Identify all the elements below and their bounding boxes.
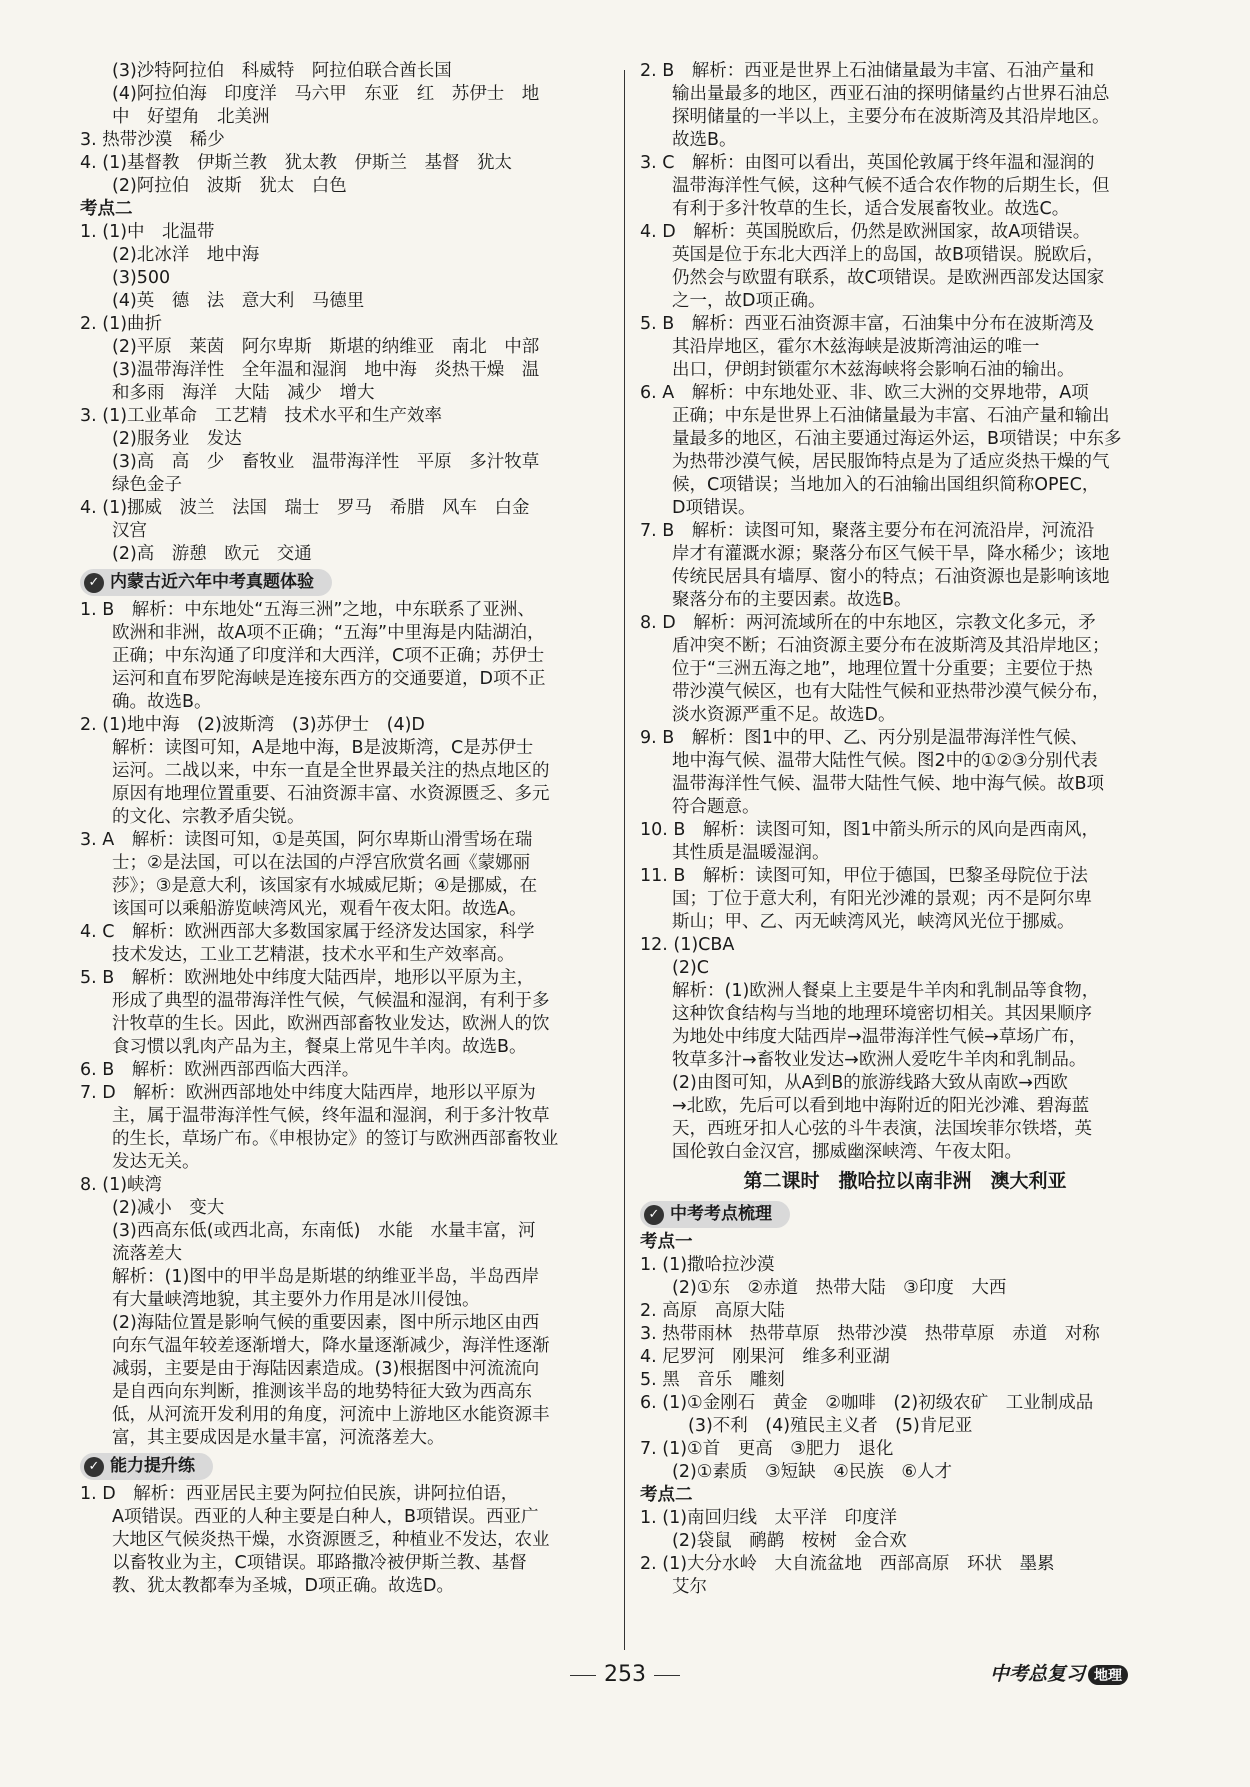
text-line: 3. A 解析：读图可知，①是英国，阿尔卑斯山滑雪场在瑞 [80, 830, 533, 850]
text-line: (3)500 [112, 268, 171, 288]
page-footer [0, 1655, 1250, 1695]
text-line: 温带海洋性气候、温带大陆性气候、地中海气候。故B项 [672, 774, 1105, 794]
text-line: 中 好望角 北美洲 [112, 107, 270, 127]
section-heading: 考点二 [80, 199, 133, 219]
subject-badge: 地理 [1088, 1665, 1128, 1685]
text-line: 大地区气候炎热干燥，水资源匮乏，种植业不发达，农业 [112, 1530, 550, 1550]
text-line: 欧洲和非洲，故A项不正确；“五海”中里海是内陆湖泊， [112, 623, 545, 643]
text-line: 解析：(1)欧洲人餐桌上主要是牛羊肉和乳制品等食物， [672, 981, 1100, 1001]
section-banner [640, 1198, 1170, 1231]
check-icon: ✓ [84, 573, 104, 593]
text-line: 发达无关。 [112, 1152, 200, 1172]
text-line: 绿色金子 [112, 475, 182, 495]
text-line: (2)服务业 发达 [112, 429, 242, 449]
text-line: 2. (1)大分水岭 大自流盆地 西部高原 环状 墨累 [640, 1554, 1055, 1574]
text-line: 牧草多汁→畜牧业发达→欧洲人爱吃牛羊肉和乳制品。 [672, 1050, 1087, 1070]
text-line: 淡水资源严重不足。故选D。 [672, 705, 896, 725]
text-line: 仍然会与欧盟有联系，故C项错误。是欧洲西部发达国家 [672, 268, 1105, 288]
text-line: 减弱，主要是由于海陆因素造成。(3)根据图中河流流向 [112, 1359, 540, 1379]
text-line: 形成了典型的温带海洋性气候，气候温和湿润，有利于多 [112, 991, 550, 1011]
text-line: (2)C [672, 958, 710, 978]
banner-box [640, 1201, 790, 1228]
text-line: (2)海陆位置是影响气候的重要因素，图中所示地区由西 [112, 1313, 540, 1333]
text-line: 原因有地理位置重要、石油资源丰富、水资源匮乏、多元 [112, 784, 550, 804]
text-line: 温带海洋性气候，这种气候不适合农作物的后期生长，但 [672, 176, 1110, 196]
brand-logo [990, 1659, 1128, 1686]
text-line: 富，其主要成因是水量丰富，河流落差大。 [112, 1428, 445, 1448]
text-line: (2)减小 变大 [112, 1198, 225, 1218]
text-line: 3. (1)工业革命 工艺精 技术水平和生产效率 [80, 406, 443, 426]
text-line: 向东气温年较差逐渐增大，降水量逐渐减少，海洋性逐渐 [112, 1336, 550, 1356]
text-line: 教、犹太教都奉为圣城，D项正确。故选D。 [112, 1576, 454, 1596]
section-banner [80, 566, 610, 599]
text-line: 3. 热带雨林 热带草原 热带沙漠 热带草原 赤道 对称 [640, 1324, 1100, 1344]
text-line: →北欧，先后可以看到地中海附近的阳光沙滩、碧海蓝 [672, 1096, 1090, 1116]
text-line: 4. C 解析：欧洲西部大多数国家属于经济发达国家，科学 [80, 922, 535, 942]
text-line: 斯山；甲、乙、丙无峡湾风光，峡湾风光位于挪威。 [672, 912, 1075, 932]
text-line: 11. B 解析：读图可知，甲位于德国，巴黎圣母院位于法 [640, 866, 1088, 886]
text-line: 正确；中东沟通了印度洋和大西洋，C项不正确；苏伊士 [112, 646, 545, 666]
text-line: 4. (1)基督教 伊斯兰教 犹太教 伊斯兰 基督 犹太 [80, 153, 513, 173]
text-line: 盾冲突不断；石油资源主要分布在波斯湾及其沿岸地区； [672, 636, 1110, 656]
text-line: 确。故选B。 [112, 692, 212, 712]
text-line: 7. D 解析：欧洲西部地处中纬度大陆西岸，地形以平原为 [80, 1083, 536, 1103]
text-line: 4. (1)挪威 波兰 法国 瑞士 罗马 希腊 风车 白金 [80, 498, 530, 518]
text-line: 低，从河流开发利用的角度，河流中上游地区水能资源丰 [112, 1405, 550, 1425]
banner-box [80, 569, 332, 596]
text-line: (3)高 高 少 畜牧业 温带海洋性 平原 多汁牧草 [112, 452, 540, 472]
text-line: (3)温带海洋性 全年温和湿润 地中海 炎热干燥 温 [112, 360, 540, 380]
page-number: 253 [560, 1655, 690, 1695]
text-line: 候，C项错误；当地加入的石油输出国组织简称OPEC， [672, 475, 1100, 495]
text-line: (4)阿拉伯海 印度洋 马六甲 东亚 红 苏伊士 地 [112, 84, 540, 104]
text-line: 7. (1)①首 更高 ③肥力 退化 [640, 1439, 894, 1459]
text-line: 的生长，草场广布。《申根协定》的签订与欧洲西部畜牧业 [112, 1129, 559, 1149]
text-line: (2)①素质 ③短缺 ④民族 ⑥人才 [672, 1462, 953, 1482]
text-line: 出口，伊朗封锁霍尔木兹海峡将会影响石油的输出。 [672, 360, 1075, 380]
text-line: 为地处中纬度大陆西岸→温带海洋性气候→草场广布， [672, 1027, 1087, 1047]
banner-box [80, 1453, 213, 1480]
text-line: 1. (1)中 北温带 [80, 222, 215, 242]
text-line: (3)不利 (4)殖民主义者 (5)肯尼亚 [688, 1416, 973, 1436]
text-line: (3)沙特阿拉伯 科威特 阿拉伯联合酋长国 [112, 61, 452, 81]
text-line: 2. (1)曲折 [80, 314, 163, 334]
text-line: 汁牧草的生长。因此，欧洲西部畜牧业发达，欧洲人的饮 [112, 1014, 550, 1034]
text-line: 其性质是温暖湿润。 [672, 843, 830, 863]
brand-name: 中考总复习 [990, 1663, 1086, 1685]
text-line: 艾尔 [672, 1577, 707, 1597]
text-line: 运河和直布罗陀海峡是连接东西方的交通要道，D项不正 [112, 669, 546, 689]
text-line: 流落差大 [112, 1244, 182, 1264]
text-line: 2. B 解析：西亚是世界上石油储量最为丰富、石油产量和 [640, 61, 1095, 81]
text-line: 探明储量的一半以上，主要分布在波斯湾及其沿岸地区。 [672, 107, 1110, 127]
check-icon: ✓ [84, 1457, 104, 1477]
right-column [640, 60, 1170, 1599]
text-line: 是自西向东判断，推测该半岛的地势特征大致为西高东 [112, 1382, 532, 1402]
text-line: 有大量峡湾地貌，其主要外力作用是冰川侵蚀。 [112, 1290, 480, 1310]
text-line: 岸才有灌溉水源；聚落分布区气候干旱，降水稀少；该地 [672, 544, 1110, 564]
text-line: (2)由图可知，从A到B的旅游线路大致从南欧→西欧 [672, 1073, 1068, 1093]
text-line: 聚落分布的主要因素。故选B。 [672, 590, 912, 610]
text-line: 5. B 解析：西亚石油资源丰富，石油集中分布在波斯湾及 [640, 314, 1095, 334]
text-line: 英国是位于东北大西洋上的岛国，故B项错误。脱欧后， [672, 245, 1105, 265]
text-line: 8. (1)峡湾 [80, 1175, 163, 1195]
text-line: 正确；中东是世界上石油储量最为丰富、石油产量和输出 [672, 406, 1110, 426]
text-line: 故选B。 [672, 130, 737, 150]
text-line: 6. A 解析：中东地处亚、非、欧三大洲的交界地带，A项 [640, 383, 1089, 403]
text-line: 10. B 解析：读图可知，图1中箭头所示的风向是西南风， [640, 820, 1100, 840]
text-line: 的文化、宗教矛盾尖锐。 [112, 807, 305, 827]
banner-title: 中考考点梳理 [670, 1204, 772, 1224]
text-line: 国；丁位于意大利，有阳光沙滩的景观；丙不是阿尔卑 [672, 889, 1092, 909]
text-line: 为热带沙漠气候，居民服饰特点是为了适应炎热干燥的气 [672, 452, 1110, 472]
text-line: (2)平原 莱茵 阿尔卑斯 斯堪的纳维亚 南北 中部 [112, 337, 540, 357]
text-line: 以畜牧业为主，C项错误。耶路撒冷被伊斯兰教、基督 [112, 1553, 527, 1573]
text-line: 2. (1)地中海 (2)波斯湾 (3)苏伊士 (4)D [80, 715, 425, 735]
text-line: 6. B 解析：欧洲西部西临大西洋。 [80, 1060, 360, 1080]
text-line: 莎》；③是意大利，该国家有水城威尼斯；④是挪威，在 [112, 876, 538, 896]
section-heading: 考点二 [640, 1485, 693, 1505]
text-line: 3. 热带沙漠 稀少 [80, 130, 225, 150]
text-line: 6. (1)①金刚石 黄金 ②咖啡 (2)初级农矿 工业制成品 [640, 1393, 1094, 1413]
text-line: 12. (1)CBA [640, 935, 735, 955]
text-line: 1. (1)南回归线 太平洋 印度洋 [640, 1508, 898, 1528]
lesson-title: 第二课时 撒哈拉以南非洲 澳大利亚 [743, 1170, 1067, 1192]
text-line: 士；②是法国，可以在法国的卢浮宫欣赏名画《蒙娜丽 [112, 853, 531, 873]
text-line: 天，西班牙扣人心弦的斗牛表演，法国埃菲尔铁塔，英 [672, 1119, 1092, 1139]
text-line: 传统民居具有墙厚、窗小的特点；石油资源也是影响该地 [672, 567, 1110, 587]
text-line: 3. C 解析：由图可以看出，英国伦敦属于终年温和湿润的 [640, 153, 1095, 173]
text-line: (2)北冰洋 地中海 [112, 245, 260, 265]
text-line: 7. B 解析：读图可知，聚落主要分布在河流沿岸，河流沿 [640, 521, 1095, 541]
text-line: (2)高 游憩 欧元 交通 [112, 544, 312, 564]
text-line: 位于“三洲五海之地”，地理位置十分重要；主要位于热 [672, 659, 1093, 679]
text-line: 地中海气候、温带大陆性气候。图2中的①②③分别代表 [672, 751, 1098, 771]
text-line: 之一，故D项正确。 [672, 291, 826, 311]
text-line: A项错误。西亚的人种主要是白种人，B项错误。西亚广 [112, 1507, 539, 1527]
text-line: (3)西高东低(或西北高，东南低) 水能 水量丰富，河 [112, 1221, 536, 1241]
column-divider [624, 70, 625, 1650]
text-line: 主，属于温带海洋性气候，终年温和湿润，利于多汁牧草 [112, 1106, 550, 1126]
text-line: 8. D 解析：两河流域所在的中东地区，宗教文化多元，矛 [640, 613, 1096, 633]
text-line: 量最多的地区，石油主要通过海运外运，B项错误；中东多 [672, 429, 1122, 449]
section-heading: 考点一 [640, 1232, 693, 1252]
text-line: 1. (1)撒哈拉沙漠 [640, 1255, 775, 1275]
text-line: 和多雨 海洋 大陆 减少 增大 [112, 383, 375, 403]
text-line: 技术发达，工业工艺精湛，技术水平和生产效率高。 [112, 945, 515, 965]
text-line: 9. B 解析：图1中的甲、乙、丙分别是温带海洋性气候、 [640, 728, 1088, 748]
text-line: 1. B 解析：中东地处“五海三洲”之地，中东联系了亚洲、 [80, 600, 535, 620]
text-line: 1. D 解析：西亚居民主要为阿拉伯民族，讲阿拉伯语， [80, 1484, 519, 1504]
text-line: (4)英 德 法 意大利 马德里 [112, 291, 365, 311]
text-line: (2)阿拉伯 波斯 犹太 白色 [112, 176, 347, 196]
text-line: 4. 尼罗河 刚果河 维多利亚湖 [640, 1347, 890, 1367]
text-line: 解析：读图可知，A是地中海，B是波斯湾，C是苏伊士 [112, 738, 534, 758]
text-line: 5. B 解析：欧洲地处中纬度大陆西岸，地形以平原为主， [80, 968, 535, 988]
text-line: 国伦敦白金汉宫，挪威幽深峡湾、午夜太阳。 [672, 1142, 1022, 1162]
text-line: D项错误。 [672, 498, 756, 518]
check-icon: ✓ [644, 1205, 664, 1225]
text-line: 符合题意。 [672, 797, 760, 817]
text-line: 这种饮食结构与当地的地理环境密切相关。其因果顺序 [672, 1004, 1092, 1024]
banner-title: 内蒙古近六年中考真题体验 [110, 572, 314, 592]
text-line: (2)①东 ②赤道 热带大陆 ③印度 大西 [672, 1278, 1007, 1298]
text-line: 其沿岸地区，霍尔木兹海峡是波斯湾油运的唯一 [672, 337, 1040, 357]
left-column [80, 60, 610, 1598]
text-line: 解析：(1)图中的甲半岛是斯堪的纳维亚半岛，半岛西岸 [112, 1267, 540, 1287]
text-line: (2)袋鼠 鸸鹋 桉树 金合欢 [672, 1531, 907, 1551]
text-line: 汉宫 [112, 521, 147, 541]
text-line: 该国可以乘船游览峡湾风光，观看午夜太阳。故选A。 [112, 899, 527, 919]
section-banner [80, 1450, 610, 1483]
text-line: 有利于多汁牧草的生长，适合发展畜牧业。故选C。 [672, 199, 1070, 219]
text-line: 5. 黑 音乐 雕刻 [640, 1370, 785, 1390]
banner-title: 能力提升练 [110, 1456, 195, 1476]
text-line: 输出量最多的地区，西亚石油的探明储量约占世界石油总 [672, 84, 1110, 104]
text-line: 带沙漠气候区，也有大陆性气候和亚热带沙漠气候分布， [672, 682, 1110, 702]
text-line: 运河。二战以来，中东一直是全世界最关注的热点地区的 [112, 761, 550, 781]
text-line: 4. D 解析：英国脱欧后，仍然是欧洲国家，故A项错误。 [640, 222, 1091, 242]
text-line: 2. 高原 高原大陆 [640, 1301, 785, 1321]
text-line: 食习惯以乳肉产品为主，餐桌上常见牛羊肉。故选B。 [112, 1037, 527, 1057]
